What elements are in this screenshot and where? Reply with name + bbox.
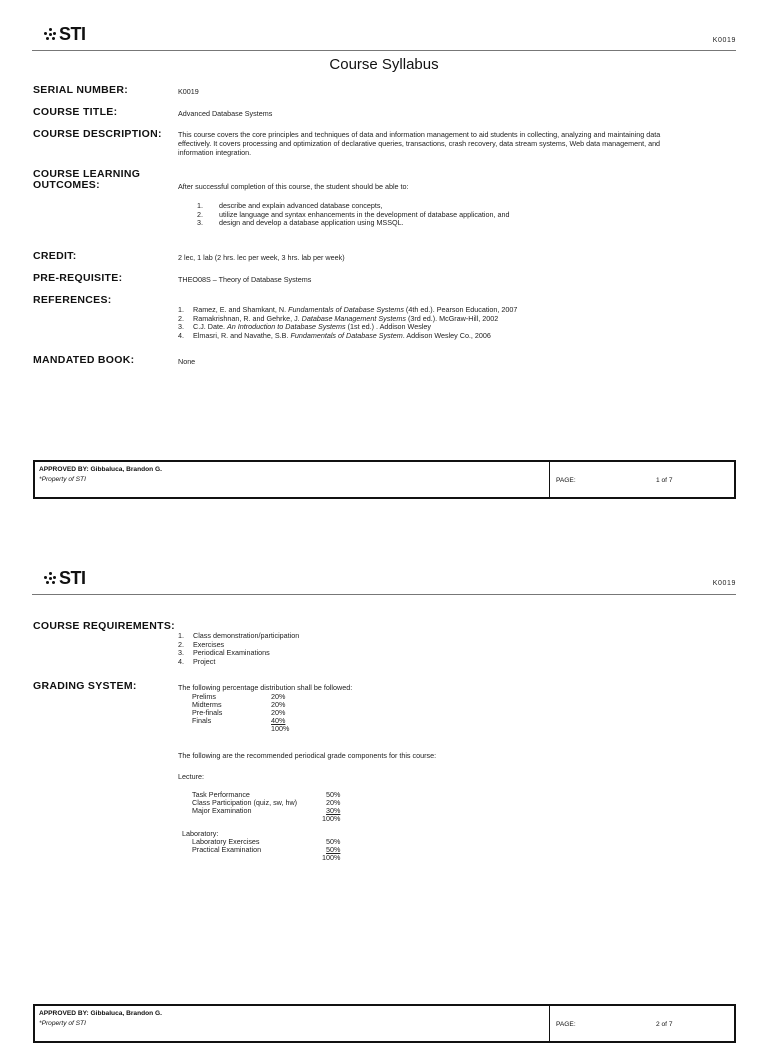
distribution-table bbox=[192, 693, 289, 733]
item-number: 1. bbox=[197, 201, 203, 210]
description-line: information integration. bbox=[178, 148, 252, 157]
table-row bbox=[192, 725, 289, 733]
requirements-list bbox=[178, 632, 299, 666]
page-title: Course Syllabus bbox=[329, 56, 439, 73]
description-value bbox=[178, 130, 738, 157]
prerequisite-value: THEO08S – Theory of Database Systems bbox=[178, 275, 312, 284]
total-value: 100% bbox=[322, 814, 341, 823]
item-text: Class demonstration/participation bbox=[193, 631, 300, 640]
list-item bbox=[178, 658, 299, 667]
row-label: Finals bbox=[192, 716, 212, 725]
footer-approval-cell bbox=[35, 462, 550, 497]
course-title-value: Advanced Database Systems bbox=[178, 109, 273, 118]
table-row bbox=[192, 854, 344, 862]
item-number: 3. bbox=[178, 648, 184, 658]
item-number: 2. bbox=[178, 313, 184, 323]
list-item bbox=[178, 332, 517, 341]
approved-by: APPROVED BY: Gibbaluca, Brandon G. bbox=[39, 466, 162, 473]
item-number: 1. bbox=[178, 305, 184, 314]
item-number: 3. bbox=[178, 322, 184, 332]
page-number: 1 of 7 bbox=[656, 477, 673, 484]
grading-label: GRADING SYSTEM: bbox=[33, 680, 137, 692]
description-label: COURSE DESCRIPTION: bbox=[33, 128, 162, 140]
lecture-label: Lecture: bbox=[178, 772, 204, 781]
page-number: 2 of 7 bbox=[656, 1021, 673, 1028]
sti-logo-icon bbox=[44, 28, 57, 41]
row-value: 20% bbox=[271, 700, 286, 709]
item-text: C.J. Date. An Introduction to Database Systems (1st ed.) . Addison Wesley bbox=[193, 322, 431, 332]
row-label: Class Participation (quiz, sw, hw) bbox=[192, 798, 298, 807]
description-line: This course covers the core principles and techniques of data and information management to aid students in collecting, analyzing and maintaining data bbox=[178, 130, 661, 139]
property-note: *Property of STI bbox=[39, 476, 86, 483]
item-text: Periodical Examinations bbox=[193, 648, 270, 658]
item-number: 4. bbox=[178, 656, 184, 666]
serial-value: K0019 bbox=[178, 87, 199, 96]
row-value: 20% bbox=[271, 708, 286, 717]
item-text: Elmasri, R. and Navathe, S.B. Fundamentals of Database System. Addison Wesley Co., 2006 bbox=[193, 330, 491, 340]
page-label: PAGE: bbox=[556, 1021, 576, 1028]
row-value: 40% bbox=[271, 716, 286, 725]
references-list bbox=[178, 306, 517, 340]
outcomes-intro: After successful completion of this course, the student should be able to: bbox=[178, 182, 409, 191]
lecture-table bbox=[192, 791, 344, 823]
item-number: 3. bbox=[197, 218, 203, 228]
course-title-label: COURSE TITLE: bbox=[33, 106, 118, 118]
laboratory-label: Laboratory: bbox=[182, 829, 219, 838]
item-number: 1. bbox=[178, 631, 184, 640]
row-label: Laboratory Exercises bbox=[192, 837, 260, 846]
serial-label: SERIAL NUMBER: bbox=[33, 84, 129, 96]
item-number: 2. bbox=[197, 209, 203, 219]
row-label: Task Performance bbox=[192, 790, 250, 799]
sti-logo bbox=[44, 568, 86, 589]
sti-logo bbox=[44, 24, 86, 45]
total-value: 100% bbox=[322, 853, 341, 862]
credit-label: CREDIT: bbox=[33, 250, 77, 262]
item-text: Ramez, E. and Shamkant, N. Fundamentals of Database Systems (4th ed.). Pearson Education, 2007 bbox=[193, 305, 518, 314]
components-intro: The following are the recommended periodical grade components for this course: bbox=[178, 751, 437, 760]
row-label: Practical Examination bbox=[192, 845, 262, 854]
sti-logo-icon bbox=[44, 572, 57, 585]
row-value: 20% bbox=[271, 692, 286, 701]
grading-intro: The following percentage distribution shall be followed: bbox=[178, 683, 353, 692]
row-value: 50% bbox=[326, 845, 341, 854]
row-value: 20% bbox=[326, 798, 341, 807]
requirements-label: COURSE REQUIREMENTS: bbox=[33, 620, 175, 632]
item-text: Exercises bbox=[193, 639, 225, 649]
header-divider bbox=[32, 594, 736, 595]
prerequisite-label: PRE-REQUISITE: bbox=[33, 272, 123, 284]
logo-text: STI bbox=[59, 568, 86, 588]
row-value: 50% bbox=[326, 790, 341, 799]
outcomes-list bbox=[197, 202, 510, 228]
item-text: utilize language and syntax enhancements in the development of database application, and bbox=[219, 209, 510, 219]
property-note: *Property of STI bbox=[39, 1020, 86, 1027]
row-label: Prelims bbox=[192, 692, 216, 701]
doc-code: K0019 bbox=[712, 580, 736, 587]
item-text: design and develop a database application using MSSQL. bbox=[219, 218, 404, 228]
total-value: 100% bbox=[271, 724, 290, 733]
item-number: 2. bbox=[178, 639, 184, 649]
list-item bbox=[197, 219, 510, 228]
references-label: REFERENCES: bbox=[33, 294, 112, 306]
item-text: Project bbox=[193, 656, 216, 666]
row-value: 30% bbox=[326, 806, 341, 815]
outcomes-label-line: OUTCOMES: bbox=[33, 179, 100, 191]
table-row bbox=[192, 815, 344, 823]
item-text: describe and explain advanced database concepts, bbox=[219, 201, 383, 210]
row-label: Major Examination bbox=[192, 806, 252, 815]
row-value: 50% bbox=[326, 837, 341, 846]
page-footer bbox=[33, 460, 736, 499]
approved-by: APPROVED BY: Gibbaluca, Brandon G. bbox=[39, 1010, 162, 1017]
header-divider bbox=[32, 50, 736, 51]
laboratory-table bbox=[192, 838, 344, 862]
page-label: PAGE: bbox=[556, 477, 576, 484]
outcomes-label-line: COURSE LEARNING bbox=[33, 168, 141, 180]
row-label: Pre-finals bbox=[192, 708, 223, 717]
description-line: effectively. It covers processing and optimization of declarative queries, transactions, crash recovery, data stream systems, Web data management, and bbox=[178, 139, 661, 148]
mandated-book-value: None bbox=[178, 357, 196, 366]
credit-value: 2 lec, 1 lab (2 hrs. lec per week, 3 hrs. lab per week) bbox=[178, 253, 345, 262]
item-text: Ramakrishnan, R. and Gehrke, J. Database Management Systems (3rd ed.). McGraw-Hill, 2002 bbox=[193, 313, 499, 323]
doc-code: K0019 bbox=[712, 37, 736, 44]
outcomes-label bbox=[33, 169, 140, 191]
mandated-book-label: MANDATED BOOK: bbox=[33, 354, 135, 366]
logo-text: STI bbox=[59, 24, 86, 44]
row-label: Midterms bbox=[192, 700, 222, 709]
item-number: 4. bbox=[178, 330, 184, 340]
